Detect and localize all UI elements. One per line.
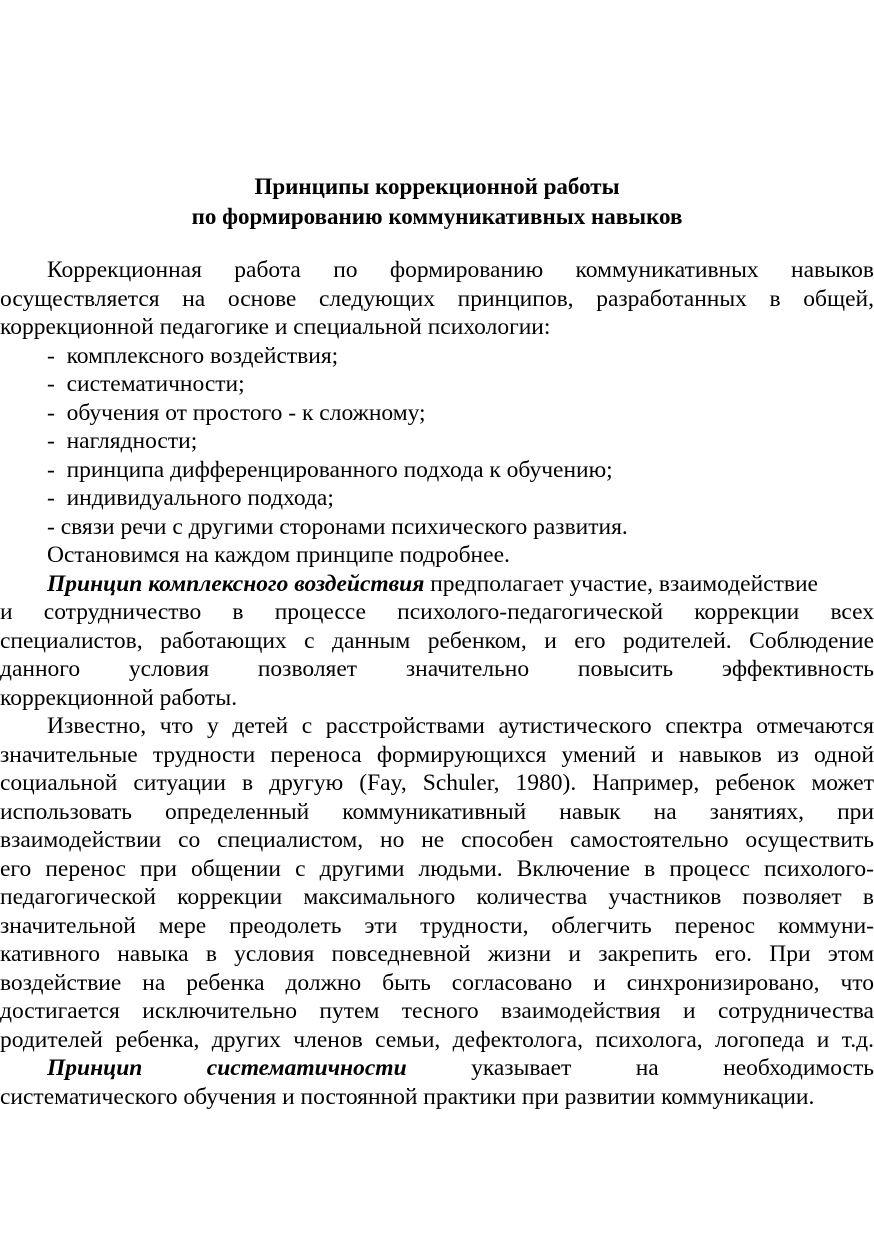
section1-line: и сотрудничество в процессе психолого-педагогической коррекции всех [0, 599, 874, 625]
section1-cont-line: родителей ребенка, других членов семьи, дефектолога, психолога, логопеда и т.д. [0, 1026, 874, 1053]
section2-heading-word-2: систематичности [206, 1055, 407, 1081]
section1-line: специалистов, работающих с данным ребенком, и его родителей. Соблюдение [0, 627, 874, 654]
section1-cont-line: социальной ситуации в другую (Fay, Schuler, 1980). Например, ребенок может [0, 770, 874, 796]
intro-line-3: коррекционной педагогике и специальной психологии: [0, 314, 551, 340]
section1-cont-line: его перенос при общении с другими людьми. Включение в процесс психолого- [0, 855, 874, 882]
section1-first-line-rest: предполагает участие, взаимодействие [424, 570, 818, 597]
section1-cont-line: педагогической коррекции максимального количества участников позволяет в [0, 884, 874, 910]
list-item: - наглядности; [47, 428, 198, 454]
list-item: - индивидуального подхода; [47, 485, 334, 511]
section2-first-line [0, 1054, 874, 1083]
section2-heading-word-1: Принцип [47, 1055, 143, 1081]
section2-first-line-rest: указывает на необходимость [471, 1055, 874, 1081]
section1-line: коррекционной работы. [0, 684, 238, 711]
section1-cont-line: использовать определенный коммуникативный навык на занятиях, при [0, 798, 874, 825]
list-item: - обучения от простого - к сложному; [47, 399, 426, 426]
section1-cont-line: кативного навыка в условия повседневной жизни и закрепить его. При этом [0, 941, 874, 967]
list-item: - связи речи с другими сторонами психического развития. [47, 513, 628, 540]
section1-cont-line: значительной мере преодолеть эти трудности, облегчить перенос коммуни- [0, 912, 874, 939]
section1-heading: Принцип комплексного воздействия [47, 570, 425, 597]
document-body [0, 256, 874, 1111]
list-item: - принципа дифференцированного подхода к обучению; [47, 456, 613, 483]
title-line-2: по формированию коммуникативных навыков [191, 204, 683, 229]
section1-cont-line: взаимодействии со специалистом, но не способен самостоятельно осуществить [0, 827, 874, 853]
transition-line: Остановимся на каждом принципе подробнее. [47, 542, 510, 568]
section1-line: данного условия позволяет значительно повысить эффективность [0, 656, 874, 682]
title-line-1: Принципы коррекционной работы [254, 174, 620, 199]
page-title [0, 172, 874, 232]
intro-line-1: Коррекционная работа по формированию коммуникативных навыков [47, 257, 874, 283]
section1-cont-line: значительные трудности переноса формирующихся умений и навыков из одной [0, 741, 874, 768]
intro-line-2: осуществляется на основе следующих принципов, разработанных в общей, [0, 285, 874, 312]
list-item: - систематичности; [47, 371, 245, 397]
list-item: - комплексного воздействия; [47, 342, 339, 369]
section1-cont-line: Известно, что у детей с расстройствами аутистического спектра отмечаются [47, 713, 874, 739]
principles-list [0, 342, 874, 542]
section1-cont-line: воздействие на ребенка должно быть согласовано и синхронизировано, что [0, 969, 874, 996]
section1-cont-line: достигается исключительно путем тесного взаимодействия и сотрудничества [0, 998, 874, 1024]
section2-line: систематического обучения и постоянной практики при развитии коммуникации. [0, 1083, 815, 1110]
section1-first-line [0, 570, 874, 599]
